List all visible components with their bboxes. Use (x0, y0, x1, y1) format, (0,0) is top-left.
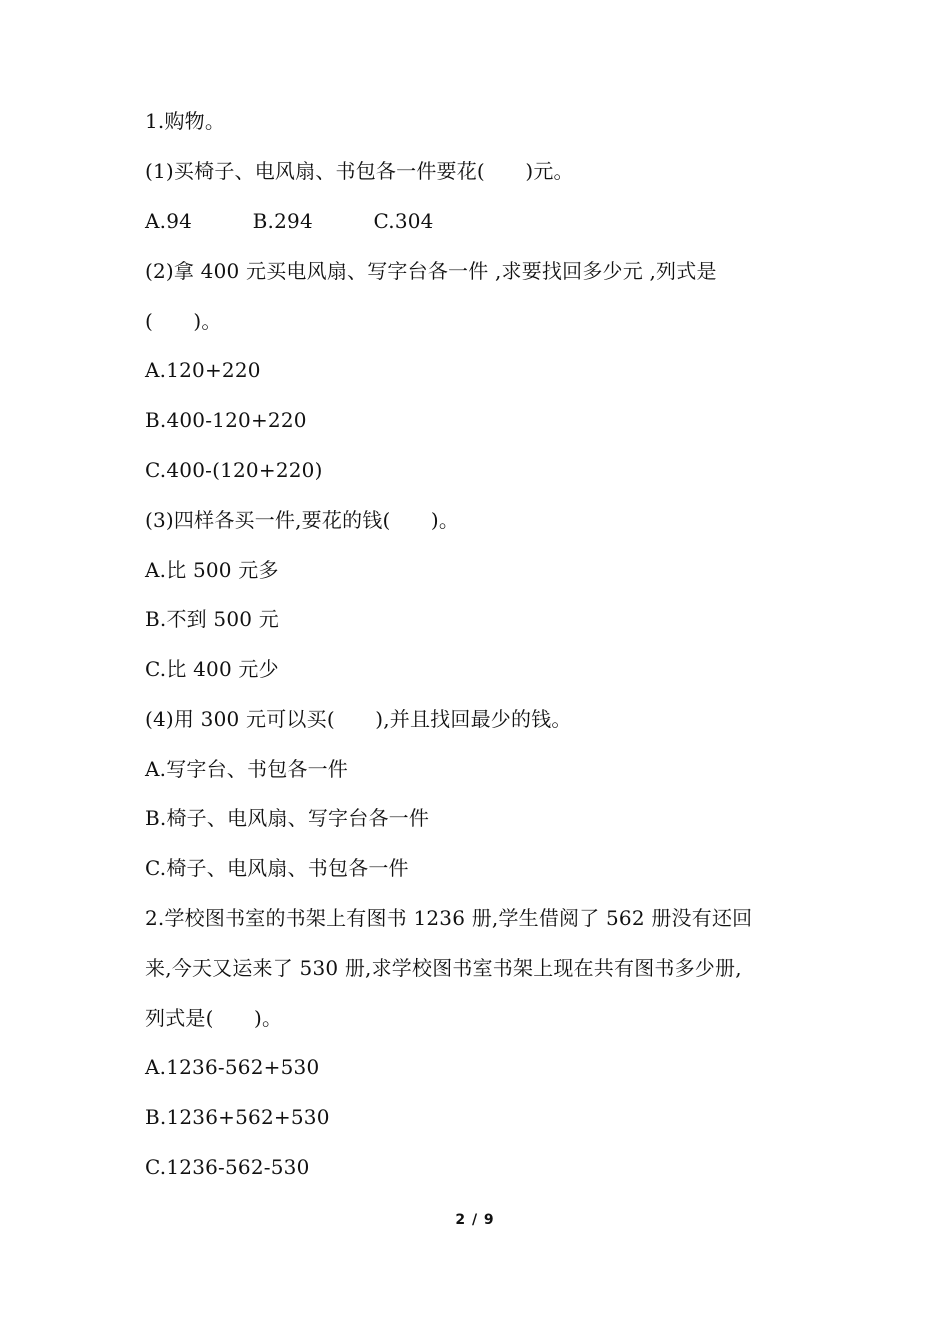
question-1-2-option-b: B.400-120+220 (145, 408, 307, 432)
question-1-4-option-b: B.椅子、电风扇、写字台各一件 (145, 806, 430, 830)
question-1-3: (3)四样各买一件,要花的钱( )。 (145, 508, 460, 532)
question-1-1: (1)买椅子、电风扇、书包各一件要花( )元。 (145, 159, 574, 183)
question-1-2: (2)拿 400 元买电风扇、写字台各一件 ,求要找回多少元 ,列式是 (145, 259, 717, 283)
question-2-continued-1: 来,今天又运来了 530 册,求学校图书室书架上现在共有图书多少册, (145, 956, 742, 980)
question-2-continued-2: 列式是( )。 (145, 1006, 283, 1030)
question-1-1-options: A.94 B.294 C.304 (145, 209, 434, 233)
question-2: 2.学校图书室的书架上有图书 1236 册,学生借阅了 562 册没有还回 (145, 906, 753, 930)
question-1-4: (4)用 300 元可以买( ),并且找回最少的钱。 (145, 707, 572, 731)
question-1-3-option-b: B.不到 500 元 (145, 607, 279, 631)
question-1-2-option-c: C.400-(120+220) (145, 458, 323, 482)
question-2-option-b: B.1236+562+530 (145, 1105, 330, 1129)
section-heading-shopping: 1.购物。 (145, 109, 226, 133)
question-1-3-option-a: A.比 500 元多 (145, 558, 279, 582)
question-2-option-c: C.1236-562-530 (145, 1155, 310, 1179)
question-1-4-option-a: A.写字台、书包各一件 (145, 757, 349, 781)
question-1-4-option-c: C.椅子、电风扇、书包各一件 (145, 856, 409, 880)
question-1-3-option-c: C.比 400 元少 (145, 657, 279, 681)
page-number: 2 / 9 (455, 1212, 495, 1228)
question-1-2-continued: ( )。 (145, 309, 222, 333)
question-2-option-a: A.1236-562+530 (145, 1055, 320, 1079)
question-1-2-option-a: A.120+220 (145, 358, 261, 382)
